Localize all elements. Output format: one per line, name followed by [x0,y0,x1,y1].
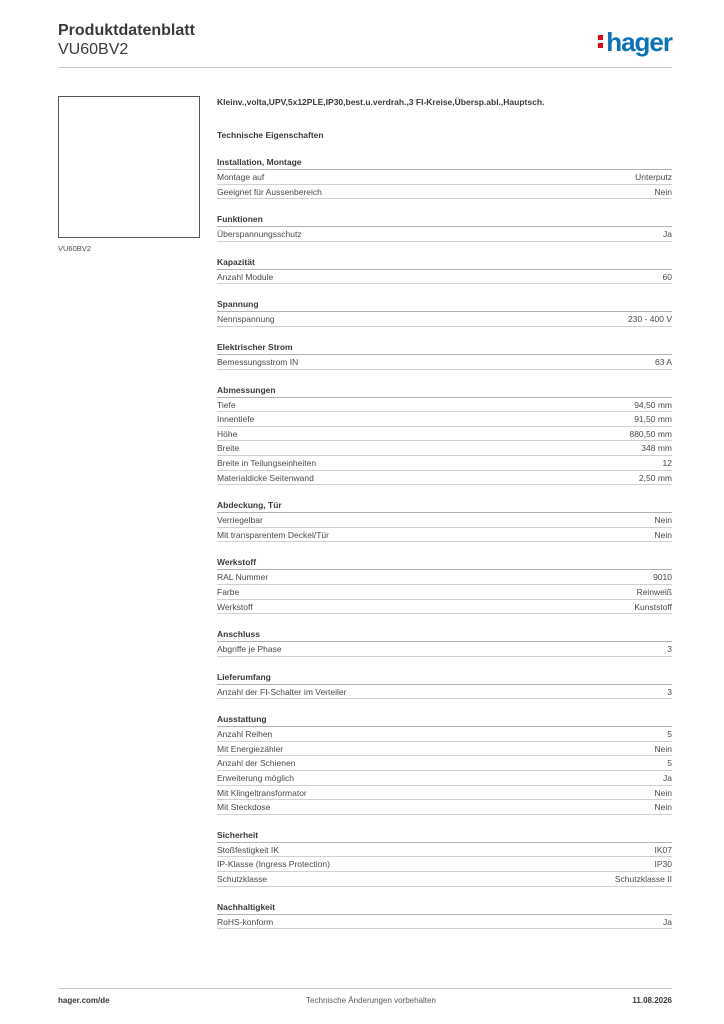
property-value: Nein [654,743,672,754]
property-group [217,256,672,285]
property-label: Abgriffe je Phase [217,644,282,655]
property-label: Anzahl Reihen [217,729,273,740]
property-row [217,800,672,815]
property-label: Überspannungsschutz [217,229,302,240]
group-title: Werkstoff [217,556,672,570]
property-row [217,185,672,200]
property-value: 230 - 400 V [628,314,672,325]
property-group [217,901,672,930]
product-description: Kleinv.,volta,UPV,5x12PLE,IP30,best.u.verdrah.,3 FI-Kreise,Übersp.abl.,Hauptsch. [217,97,545,107]
property-value: Nein [654,186,672,197]
property-label: Mit Energiezähler [217,743,284,754]
group-title: Funktionen [217,213,672,227]
property-row [217,227,672,242]
property-row [217,872,672,887]
property-value: Nein [654,802,672,813]
property-label: Schutzklasse [217,874,268,885]
property-value: 3 [667,644,672,655]
property-row [217,756,672,771]
property-label: Mit Steckdose [217,802,271,813]
property-value: Schutzklasse II [614,874,672,885]
footer-date: 11.08.2026 [632,996,672,1005]
group-title: Abmessungen [217,384,672,398]
product-details [217,97,672,929]
product-image [58,96,200,238]
property-value: 60 [662,271,672,282]
property-label: Innentiefe [217,414,255,425]
property-value: 880,50 mm [629,428,672,439]
property-label: Anzahl Module [217,271,274,282]
group-title: Elektrischer Strom [217,341,672,355]
group-title: Kapazität [217,256,672,270]
property-label: Geeignet für Aussenbereich [217,186,322,197]
property-row [217,570,672,585]
property-group [217,384,672,486]
property-row [217,742,672,757]
property-value: Unterputz [635,172,672,182]
property-value: 12 [662,457,672,468]
group-title: Anschluss [217,628,672,642]
property-row [217,456,672,471]
property-group [217,713,672,815]
property-row [217,355,672,370]
header-divider [58,67,672,68]
group-title: Sicherheit [217,829,672,843]
property-value: Ja [663,916,672,927]
property-row [217,471,672,486]
property-group [217,829,672,887]
property-group [217,213,672,242]
property-value: Ja [663,229,672,240]
property-row [217,585,672,600]
property-row [217,427,672,442]
property-value: 94,50 mm [634,399,672,410]
property-row [217,915,672,930]
property-value: 9010 [653,572,672,583]
property-group [217,499,672,542]
property-group [217,556,672,614]
property-row [217,771,672,786]
property-label: Anzahl der FI-Schalter im Verteiler [217,686,347,697]
property-value: 91,50 mm [634,414,672,425]
property-row [217,412,672,427]
property-row [217,513,672,528]
property-value: 5 [667,758,672,769]
property-row [217,642,672,657]
group-title: Lieferumfang [217,671,672,685]
property-group [217,298,672,327]
footer-website[interactable]: hager.com/de [58,996,110,1005]
group-title: Nachhaltigkeit [217,901,672,915]
property-label: RAL Nummer [217,572,269,583]
property-label: Farbe [217,586,240,597]
product-code: VU60BV2 [58,41,129,58]
property-label: Höhe [217,428,238,439]
property-value: 348 mm [641,443,672,454]
property-row [217,398,672,413]
property-label: Bemessungsstrom IN [217,356,299,367]
property-groups [217,156,672,929]
property-row [217,528,672,543]
property-value: Reinweiß [636,586,672,597]
property-row [217,441,672,456]
property-label: Mit Klingeltransformator [217,787,307,798]
property-label: Nennspannung [217,314,275,325]
property-value: 63 A [654,356,672,367]
property-label: Breite in Teilungseinheiten [217,457,317,468]
property-group [217,341,672,370]
section-title: Technische Eigenschaften [217,130,324,140]
property-group [217,671,672,700]
property-row [217,170,672,185]
group-title: Installation, Montage [217,156,672,170]
property-value: Ja [663,773,672,784]
property-value: 5 [667,729,672,740]
property-label: RoHS-konform [217,916,274,927]
property-value: IK07 [654,844,672,855]
footer [58,996,672,1005]
property-label: Erweiterung möglich [217,773,295,784]
property-row [217,312,672,327]
property-row [217,600,672,615]
property-label: Montage auf [217,172,265,182]
logo-text: hager [606,27,672,57]
header [58,22,195,59]
hager-logo [598,28,672,56]
footer-disclaimer: Technische Änderungen vorbehalten [306,996,436,1005]
property-row [217,727,672,742]
property-row [217,857,672,872]
property-row [217,270,672,285]
document-title: Produktdatenblatt [58,22,195,39]
property-value: Nein [654,515,672,526]
property-value: 2,50 mm [638,472,672,483]
property-value: Kunststoff [634,601,672,612]
property-value: Nein [654,787,672,798]
property-label: Stoßfestigkeit IK [217,844,279,855]
property-value: 3 [667,686,672,697]
property-row [217,843,672,858]
group-title: Spannung [217,298,672,312]
footer-divider [58,988,672,989]
property-label: IP-Klasse (Ingress Protection) [217,859,330,870]
property-label: Mit transparentem Deckel/Tür [217,529,329,540]
property-value: IP30 [654,859,672,870]
property-row [217,685,672,700]
logo-dots-icon [598,35,604,49]
property-label: Tiefe [217,399,236,410]
property-group [217,628,672,657]
property-label: Anzahl der Schienen [217,758,296,769]
property-label: Materialdicke Seitenwand [217,472,314,483]
product-image-caption: VU60BV2 [58,244,91,253]
property-label: Breite [217,443,240,454]
group-title: Ausstattung [217,713,672,727]
property-label: Verriegelbar [217,515,263,526]
group-title: Abdeckung, Tür [217,499,672,513]
property-group [217,156,672,199]
property-label: Werkstoff [217,601,253,612]
property-value: Nein [654,529,672,540]
property-row [217,786,672,801]
